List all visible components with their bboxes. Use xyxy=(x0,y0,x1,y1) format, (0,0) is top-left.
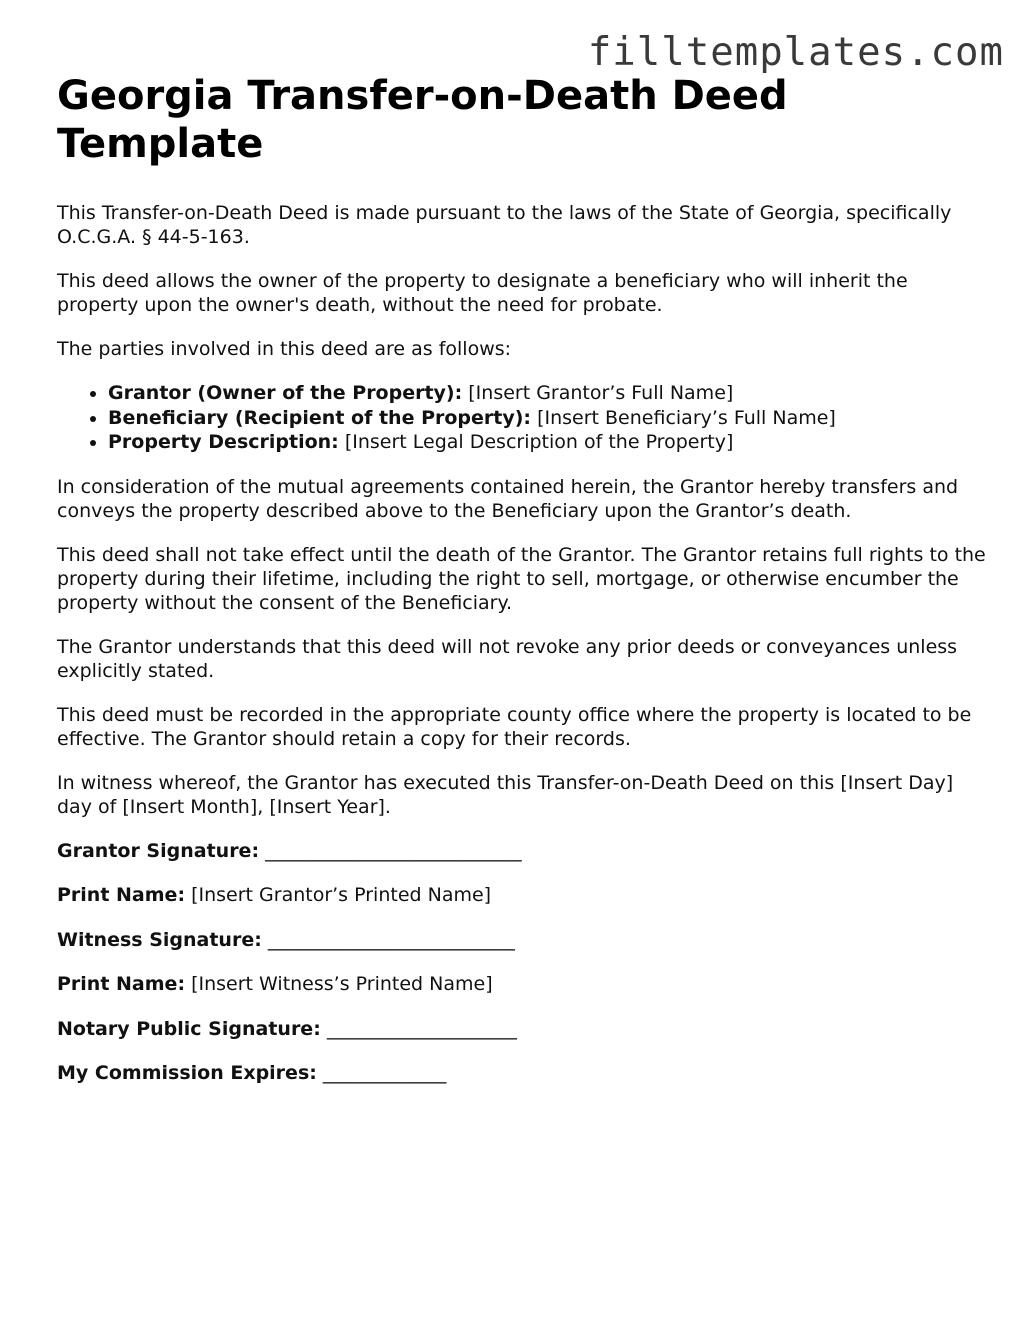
consideration-paragraph: In consideration of the mutual agreements contained herein, the Grantor hereby transfers and conveys the property described above to the Beneficiary upon the Grantor’s death. xyxy=(57,475,959,522)
grantor-signature-label: Grantor Signature: xyxy=(57,839,260,862)
parties-intro-paragraph: The parties involved in this deed are as follows: xyxy=(57,338,512,360)
grantor-print-name-value: [Insert Grantor’s Printed Name] xyxy=(191,884,492,906)
witness-paragraph: In witness whereof, the Grantor has executed this Transfer-on-Death Deed on this [Insert Day] day of [Insert Month], [Insert Year]. xyxy=(57,771,954,818)
list-item-property xyxy=(108,430,992,455)
grantor-print-name-label: Print Name: xyxy=(57,884,186,906)
notary-signature-line xyxy=(57,1017,992,1041)
effect-paragraph: This deed shall not take effect until the death of the Grantor. The Grantor retains full rights to the property during their lifetime, including the right to sell, mortgage, or otherwise encumber the property without the consent of the Beneficiary. xyxy=(57,543,986,614)
document-body xyxy=(57,72,992,1106)
commission-expires-label: My Commission Expires: xyxy=(57,1062,317,1084)
list-item-grantor xyxy=(108,381,992,406)
intro-paragraph: This Transfer-on-Death Deed is made pursuant to the laws of the State of Georgia, specifically O.C.G.A. § 44-5-163. xyxy=(57,202,952,248)
purpose-paragraph: This deed allows the owner of the property to designate a beneficiary who will inherit the property upon the owner's death, without the need for probate. xyxy=(57,270,908,316)
grantor-signature-line xyxy=(57,839,992,863)
grantor-label: Grantor (Owner of the Property): xyxy=(108,382,463,404)
grantor-print-name-line xyxy=(57,883,992,907)
document-title: Georgia Transfer-on-Death Deed Template xyxy=(57,73,788,167)
notary-signature-label: Notary Public Signature: xyxy=(57,1017,321,1040)
beneficiary-label: Beneficiary (Recipient of the Property): xyxy=(108,406,532,429)
witness-signature-blank: __________________________ xyxy=(267,928,515,951)
notary-signature-blank: ____________________ xyxy=(326,1017,517,1040)
revocation-paragraph: The Grantor understands that this deed will not revoke any prior deeds or conveyances unless explicitly stated. xyxy=(57,635,958,682)
witness-print-name-label: Print Name: xyxy=(57,973,186,995)
parties-list xyxy=(57,381,992,455)
grantor-value: [Insert Grantor’s Full Name] xyxy=(468,382,734,404)
witness-print-name-line xyxy=(57,972,992,996)
witness-signature-label: Witness Signature: xyxy=(57,928,262,951)
recording-paragraph: This deed must be recorded in the appropriate county office where the property is located to be effective. The Grantor should retain a copy for their records. xyxy=(57,703,972,750)
property-value: [Insert Legal Description of the Property] xyxy=(344,431,734,453)
commission-expires-line xyxy=(57,1061,992,1085)
list-item-beneficiary xyxy=(108,406,992,431)
property-label: Property Description: xyxy=(108,431,339,453)
witness-print-name-value: [Insert Witness’s Printed Name] xyxy=(191,973,493,995)
grantor-signature-blank: ___________________________ xyxy=(265,839,522,862)
watermark-text: filltemplates.com xyxy=(587,30,1004,75)
witness-signature-line xyxy=(57,928,992,952)
beneficiary-value: [Insert Beneficiary’s Full Name] xyxy=(537,406,836,429)
signature-block xyxy=(57,839,992,1086)
commission-expires-blank: _____________ xyxy=(322,1062,447,1084)
